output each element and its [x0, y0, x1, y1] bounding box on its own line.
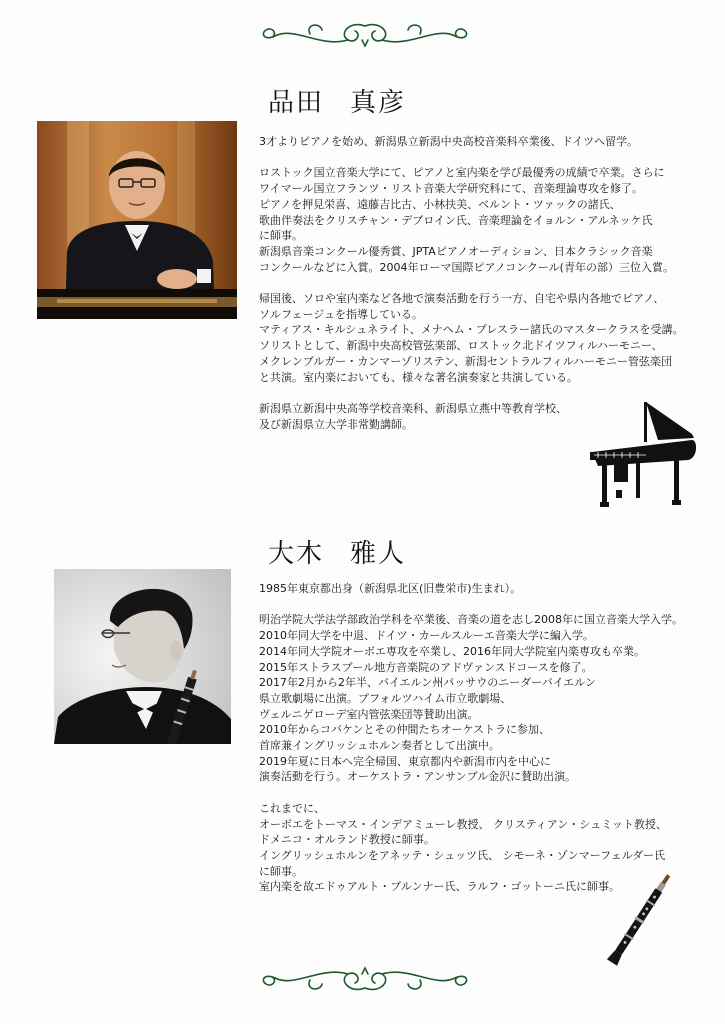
bio-line: 3才よりピアノを始め、新潟県立新潟中央高校音楽科卒業後、ドイツへ留学。	[259, 135, 639, 148]
bio-line: ソルフェージュを指導している。	[259, 307, 424, 321]
bio-line: 帰国後、ソロや室内楽など各地で演奏活動を行う一方、自宅や県内各地でピアノ、	[259, 292, 665, 305]
oboist-photo	[54, 569, 231, 744]
bio-line: 歌曲伴奏法をクリスチャン・デブロイン氏、音楽理論をイョルン・アルネッケ氏	[259, 213, 653, 227]
bio-line: マティアス・キルシュネライト、メナヘム・プレスラー諸氏のマスタークラスを受講。	[259, 323, 684, 337]
bio-line: ドメニコ・オルランド教授に師事。	[259, 833, 435, 847]
bio-line: 演奏活動を行う。オーケストラ・アンサンブル金沢に賛助出演。	[259, 770, 577, 784]
pianist-photo	[37, 121, 237, 319]
performer-name-shinada	[268, 82, 406, 119]
bio-shinada	[259, 134, 714, 432]
oboe-icon	[604, 864, 680, 976]
bio-line: 2017年2月から2年半、バイエルン州パッサウのニーダーバイエルン	[259, 676, 597, 690]
bio-paragraph	[259, 612, 714, 785]
bio-line: 県立歌劇場に出演。プフォルツハイム市立歌劇場、	[259, 691, 512, 705]
family-name: 品田	[268, 88, 325, 118]
given-name: 真彦	[350, 88, 407, 118]
bio-line: メクレンブルガー・カンマーゾリステン、新潟セントラルフィルハーモニー管弦楽団	[259, 354, 672, 368]
bio-line: 2014年同大学院オーボエ専攻を卒業し、2016年同大学院室内楽専攻も卒業。	[259, 644, 645, 658]
ornament-top-icon	[250, 16, 480, 50]
bio-line: 2019年夏に日本へ完全帰国、東京都内や新潟市内を中心に	[259, 754, 551, 768]
bio-paragraph	[259, 581, 714, 597]
bio-oki	[259, 581, 714, 895]
given-name: 雅人	[350, 539, 407, 569]
ornament-bottom-icon	[250, 964, 480, 998]
piano-icon	[588, 400, 700, 518]
bio-line: 2015年ストラスブール地方音楽院のアドヴァンスドコースを修了。	[259, 660, 593, 674]
bio-line: イングリッシュホルンをアネッテ・シュッツ氏、 シモーネ・ゾンマーフェルダー氏	[259, 848, 666, 862]
bio-line: オーボエをトーマス・インデアミューレ教授、 クリスティアン・シュミット教授、	[259, 817, 667, 831]
bio-line: に師事。	[259, 229, 303, 243]
bio-paragraph	[259, 165, 714, 275]
bio-line: ソリストとして、新潟中央高校管弦楽部、ロストック北ドイツフィルハーモニー、	[259, 339, 663, 353]
bio-line: 及び新潟県立大学非常勤講師。	[259, 417, 413, 431]
bio-line: 明治学院大学法学部政治学科を卒業後、音楽の道を志し2008年に国立音楽大学入学。	[259, 613, 683, 627]
family-name: 大木	[268, 539, 325, 569]
bio-paragraph	[259, 291, 714, 385]
bio-line: ヴェルニゲローデ室内管弦楽団等賛助出演。	[259, 707, 479, 721]
bio-line: ロストック国立音楽大学にて、ピアノと室内楽を学び最優秀の成績で卒業。さらに	[259, 166, 665, 180]
bio-paragraph	[259, 134, 714, 150]
bio-line: 室内楽を故エドゥアルト・ブルンナー氏、ラルフ・ゴットーニ氏に師事。	[259, 880, 621, 894]
bio-line: 1985年東京都出身（新潟県北区(旧豊栄市)生まれ）。	[259, 582, 522, 595]
bio-line: これまでに、	[259, 801, 325, 815]
bio-line: 2010年同大学を中退、ドイツ・カールスルーエ音楽大学に編入学。	[259, 629, 594, 643]
bio-line: コンクールなどに入賞。2004年ローマ国際ピアノコンクール(青年の部）三位入賞。	[259, 260, 674, 274]
bio-line: ワイマール国立フランツ・リスト音楽大学研究科にて、音楽理論専攻を修了。	[259, 182, 644, 196]
performer-name-oki	[268, 533, 406, 570]
bio-line: 新潟県音楽コンクール優秀賞、JPTAピアノオーディション、日本クラシック音楽	[259, 244, 653, 258]
bio-line: 2010年からコバケンとその仲間たちオーケストラに参加、	[259, 723, 551, 737]
bio-line: ピアノを押見栄喜、遠藤吉比古、小林扶美、ベルント・ツァックの諸氏、	[259, 197, 621, 211]
bio-line: と共演。室内楽においても、様々な著名演奏家と共演している。	[259, 370, 578, 384]
bio-line: 新潟県立新潟中央高等学校音楽科、新潟県立燕中等教育学校、	[259, 401, 567, 415]
bio-line: 首席兼イングリッシュホルン奏者として出演中。	[259, 739, 500, 753]
bio-line: に師事。	[259, 864, 303, 878]
